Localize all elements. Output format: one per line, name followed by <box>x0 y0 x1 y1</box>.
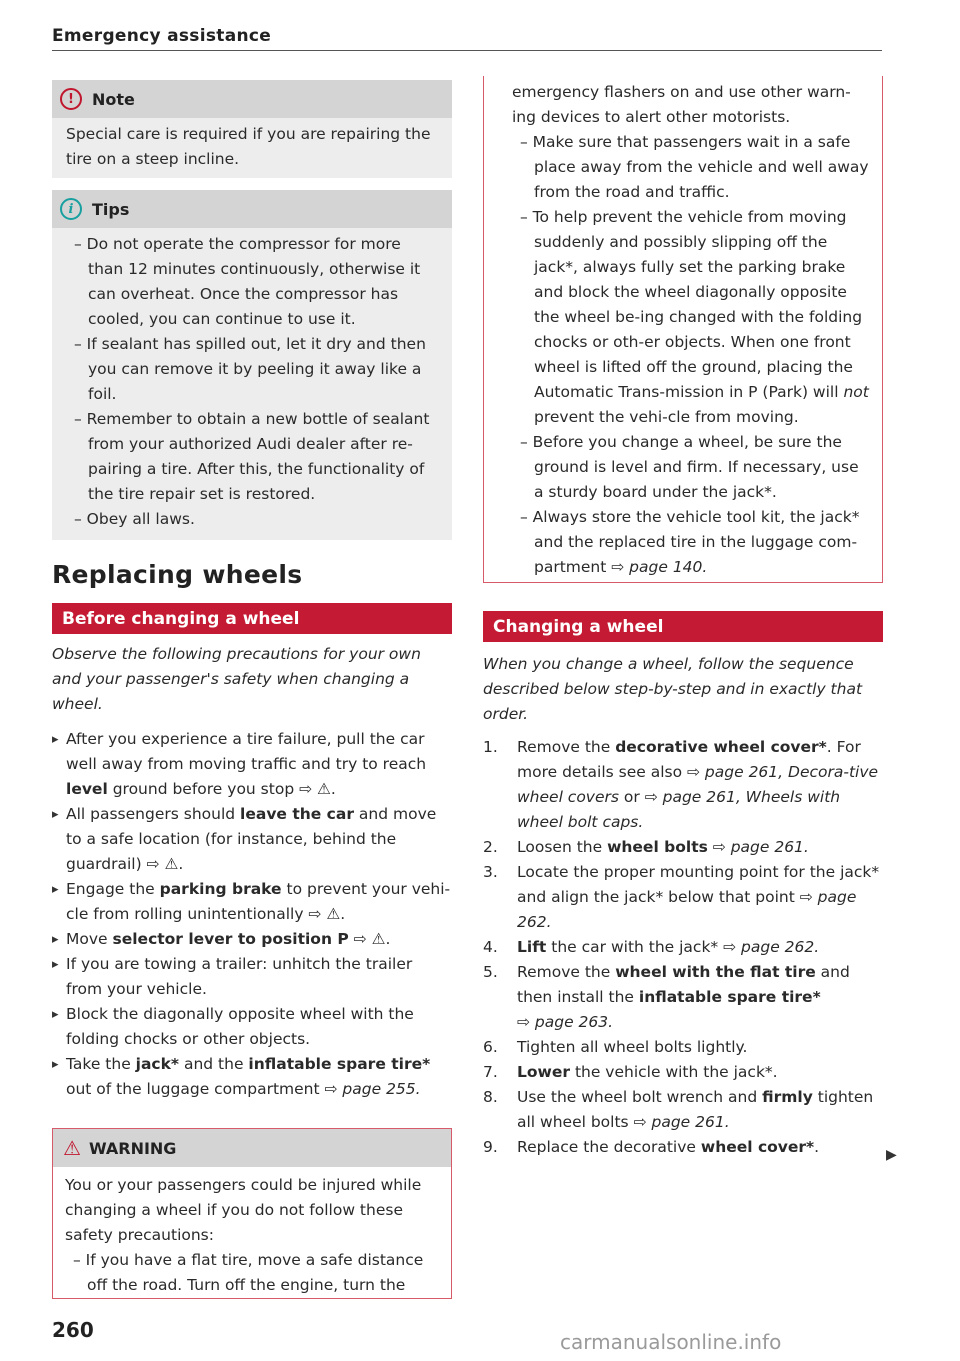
warning-header <box>53 1129 451 1167</box>
note-title: Note <box>92 89 135 109</box>
list-item: ▸ Take the jack* and the inflatable spare tire* out of the luggage compartment ⇨ page 255. <box>52 1052 452 1102</box>
play-arrow-icon: ▶ <box>886 1147 897 1163</box>
info-circle-icon: i <box>60 198 82 220</box>
steps-list <box>483 735 883 1160</box>
step-item: 7. Lower the vehicle with the jack*. <box>483 1063 778 1081</box>
page-header <box>52 26 882 46</box>
warning-item: – To help prevent the vehicle from moving suddenly and possibly slipping off the jack*, always fully set the parking brake and block the wheel diagonally opposite the wheel be-ing changed with the folding chocks or oth-er objects. When one front wheel is lifted off the ground, placing the Automatic Trans-mission in P (Park) will not prevent the vehi-cle from moving. <box>520 208 869 426</box>
changing-wheel-bar: Changing a wheel <box>483 611 883 642</box>
tips-item: – Do not operate the compressor for more than 12 minutes continuously, otherwise it can overheat. Once the compressor has cooled, you can continue to use it. <box>74 235 421 328</box>
page-reference[interactable]: ⇨ page 261. <box>633 1113 730 1131</box>
step-item: 9. Replace the decorative wheel cover*. <box>483 1138 820 1156</box>
list-item: ▸ After you experience a tire failure, pull the car well away from moving traffic and try to reach level ground before you stop ⇨ ⚠. <box>52 727 452 802</box>
tips-title: Tips <box>92 199 130 219</box>
changing-intro: When you change a wheel, follow the sequence described below step-by-step and in exactly that order. <box>483 655 863 723</box>
note-header <box>52 80 452 118</box>
page-reference[interactable]: ⇨ page 262. <box>723 938 820 956</box>
right-column <box>483 76 883 1160</box>
tips-box <box>52 190 452 540</box>
step-item: 2. Loosen the wheel bolts ⇨ page 261. <box>483 838 809 856</box>
warning-title: WARNING <box>88 1138 177 1158</box>
warning-item: – Always store the vehicle tool kit, the jack* and the replaced tire in the luggage com-partment ⇨ page 140. <box>520 508 860 576</box>
page-reference[interactable]: ⇨ page 261, Wheels with wheel bolt caps. <box>517 788 841 831</box>
step-item: 8. Use the wheel bolt wrench and firmly tighten all wheel bolts ⇨ page 261. <box>483 1088 874 1131</box>
step-item: 5. Remove the wheel with the flat tire and then install the inflatable spare tire* ⇨ page 263. <box>483 963 850 1031</box>
tips-header <box>52 190 452 228</box>
tips-item: – Remember to obtain a new bottle of sealant from your authorized Audi dealer after re-pairing a tire. After this, the functionality of the tire repair set is restored. <box>74 410 430 503</box>
page-reference[interactable]: ⇨ page 262. <box>517 888 857 931</box>
page-reference[interactable]: ⇨ page 261. <box>712 838 809 856</box>
header-title: Emergency assistance <box>52 26 272 46</box>
note-box <box>52 80 452 178</box>
page-number: 260 <box>52 1318 94 1342</box>
header-divider <box>52 50 882 51</box>
before-changing-bar: Before changing a wheel <box>52 603 452 634</box>
left-column <box>52 80 452 1299</box>
warning-item: – If you have a flat tire, move a safe distance off the road. Turn off the engine, turn the <box>73 1251 424 1294</box>
tips-item: – If sealant has spilled out, let it dry and then you can remove it by peeling it away like a foil. <box>74 335 426 403</box>
step-item: 4. Lift the car with the jack* ⇨ page 262. <box>483 938 820 956</box>
warning-box <box>52 1128 452 1299</box>
list-item: ▸ All passengers should leave the car and move to a safe location (for instance, behind the guardrail) ⇨ ⚠. <box>52 802 452 877</box>
warning-triangle-icon: ⚠ <box>63 1136 81 1160</box>
note-text: Special care is required if you are repairing the tire on a steep incline. <box>66 125 431 168</box>
page-reference[interactable]: ⇨ page 255. <box>324 1080 421 1098</box>
step-item: 1. Remove the decorative wheel cover*. For more details see also ⇨ page 261, Decora-tive wheel covers or ⇨ page 261, Wheels with wheel bolt caps. <box>483 738 879 831</box>
watermark-text: carmanualsonline.info <box>560 1330 782 1354</box>
page-reference[interactable]: ⇨ page 263. <box>517 1013 614 1031</box>
list-item: ▸ If you are towing a trailer: unhitch the trailer from your vehicle. <box>52 952 452 1002</box>
exclamation-circle-icon: ! <box>60 88 82 110</box>
step-item: 6. Tighten all wheel bolts lightly. <box>483 1038 748 1056</box>
before-intro: Observe the following precautions for your own and your passenger's safety when changing a wheel. <box>52 645 421 713</box>
precautions-list <box>52 727 452 1102</box>
section-title: Replacing wheels <box>52 560 303 589</box>
page-reference[interactable]: ⇨ page 261, Decora-tive wheel covers <box>517 763 879 806</box>
warning-text: You or your passengers could be injured while changing a wheel if you do not follow these safety precautions: <box>65 1176 422 1244</box>
step-item: 3. Locate the proper mounting point for the jack* and align the jack* below that point ⇨ page 262. <box>483 863 880 931</box>
list-item: ▸ Engage the parking brake to prevent your vehi-cle from rolling unintentionally ⇨ ⚠. <box>52 877 452 927</box>
warning-item: – Make sure that passengers wait in a safe place away from the vehicle and well away from the road and traffic. <box>520 133 869 201</box>
tips-list <box>52 228 452 540</box>
warning-continued-box <box>483 76 883 583</box>
list-item: ▸ Block the diagonally opposite wheel with the folding chocks or other objects. <box>52 1002 452 1052</box>
list-item: ▸ Move selector lever to position P ⇨ ⚠. <box>52 927 452 952</box>
warning-continued-text: emergency flashers on and use other warn-ing devices to alert other motorists. <box>512 83 851 126</box>
tips-item: – Obey all laws. <box>74 510 195 528</box>
warning-body <box>53 1167 451 1298</box>
warning-item: – Before you change a wheel, be sure the ground is level and firm. If necessary, use a sturdy board under the jack*. <box>520 433 859 501</box>
page-reference[interactable]: ⇨ page 140. <box>611 558 708 576</box>
